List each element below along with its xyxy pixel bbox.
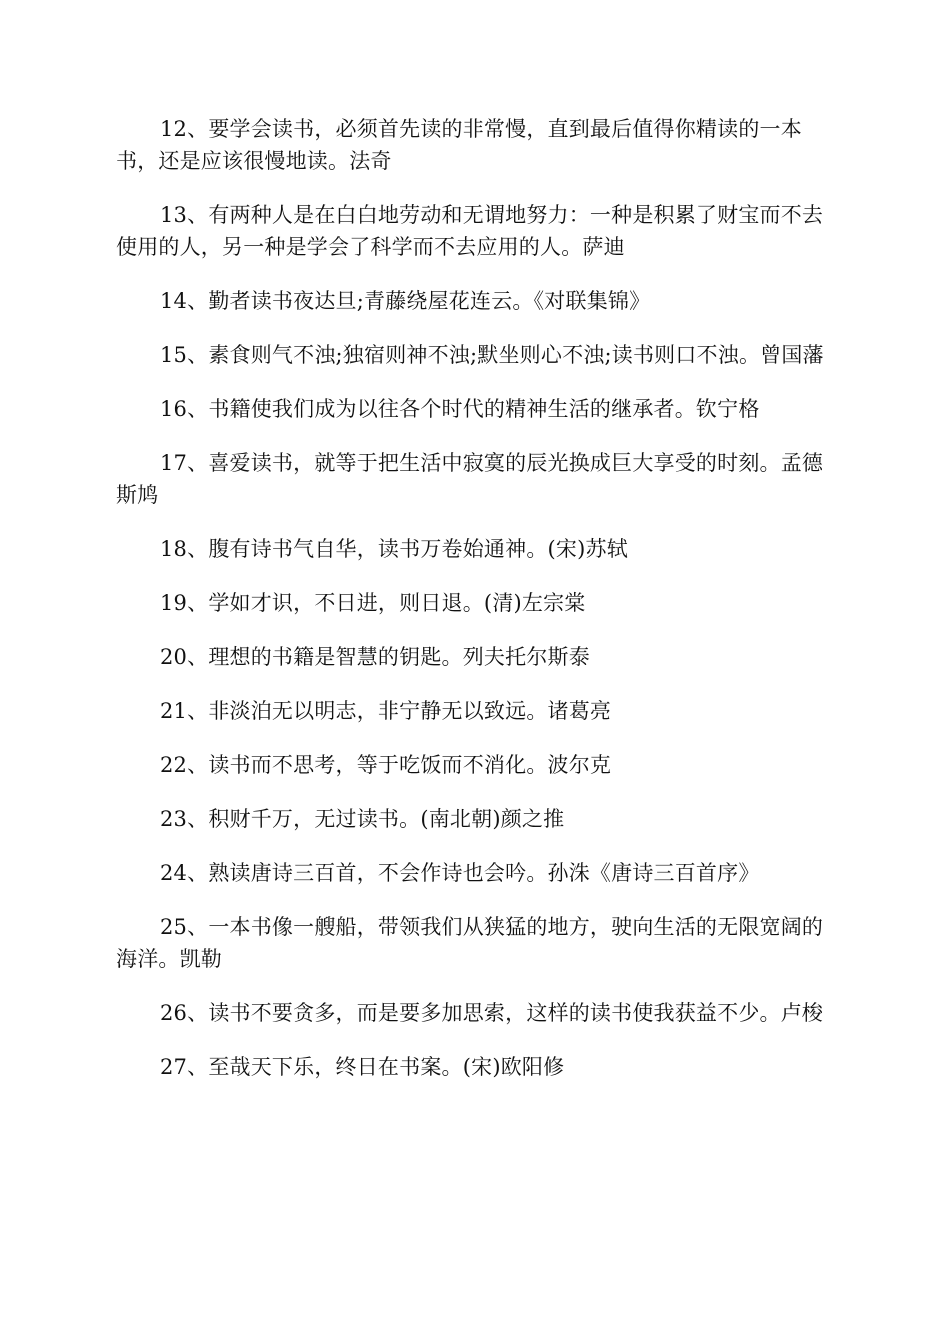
quote-paragraph: 22、读书而不思考，等于吃饭而不消化。波尔克 bbox=[160, 753, 612, 777]
quote-paragraph: 17、喜爱读书，就等于把生活中寂寞的辰光换成巨大享受的时刻。孟德斯鸠 bbox=[116, 451, 824, 507]
quote-list bbox=[116, 113, 836, 1105]
quote-paragraph: 16、书籍使我们成为以往各个时代的精神生活的继承者。钦宁格 bbox=[160, 397, 760, 421]
quote-paragraph: 12、要学会读书，必须首先读的非常慢，直到最后值得你精读的一本书，还是应该很慢地读。法奇 bbox=[116, 117, 802, 173]
quote-paragraph: 26、读书不要贪多，而是要多加思索，这样的读书使我获益不少。卢梭 bbox=[160, 1001, 824, 1025]
quote-paragraph: 23、积财千万，无过读书。(南北朝)颜之推 bbox=[160, 807, 565, 831]
quote-paragraph: 18、腹有诗书气自华，读书万卷始通神。(宋)苏轼 bbox=[160, 537, 628, 561]
quote-paragraph: 27、至哉天下乐，终日在书案。(宋)欧阳修 bbox=[160, 1055, 565, 1079]
quote-paragraph: 15、素食则气不浊;独宿则神不浊;默坐则心不浊;读书则口不浊。曾国藩 bbox=[160, 343, 824, 367]
quote-paragraph: 19、学如才识，不日进，则日退。(清)左宗棠 bbox=[160, 591, 586, 615]
quote-paragraph: 14、勤者读书夜达旦;青藤绕屋花连云。《对联集锦》 bbox=[160, 289, 651, 313]
quote-paragraph: 25、一本书像一艘船，带领我们从狭猛的地方，驶向生活的无限宽阔的海洋。凯勒 bbox=[116, 915, 824, 971]
quote-paragraph: 20、理想的书籍是智慧的钥匙。列夫托尔斯泰 bbox=[160, 645, 590, 669]
quote-paragraph: 24、熟读唐诗三百首，不会作诗也会吟。孙洙《唐诗三百首序》 bbox=[160, 861, 760, 885]
quote-paragraph: 13、有两种人是在白白地劳动和无谓地努力：一种是积累了财宝而不去使用的人，另一种是学会了科学而不去应用的人。萨迪 bbox=[116, 203, 824, 259]
quote-paragraph: 21、非淡泊无以明志，非宁静无以致远。诸葛亮 bbox=[160, 699, 612, 723]
